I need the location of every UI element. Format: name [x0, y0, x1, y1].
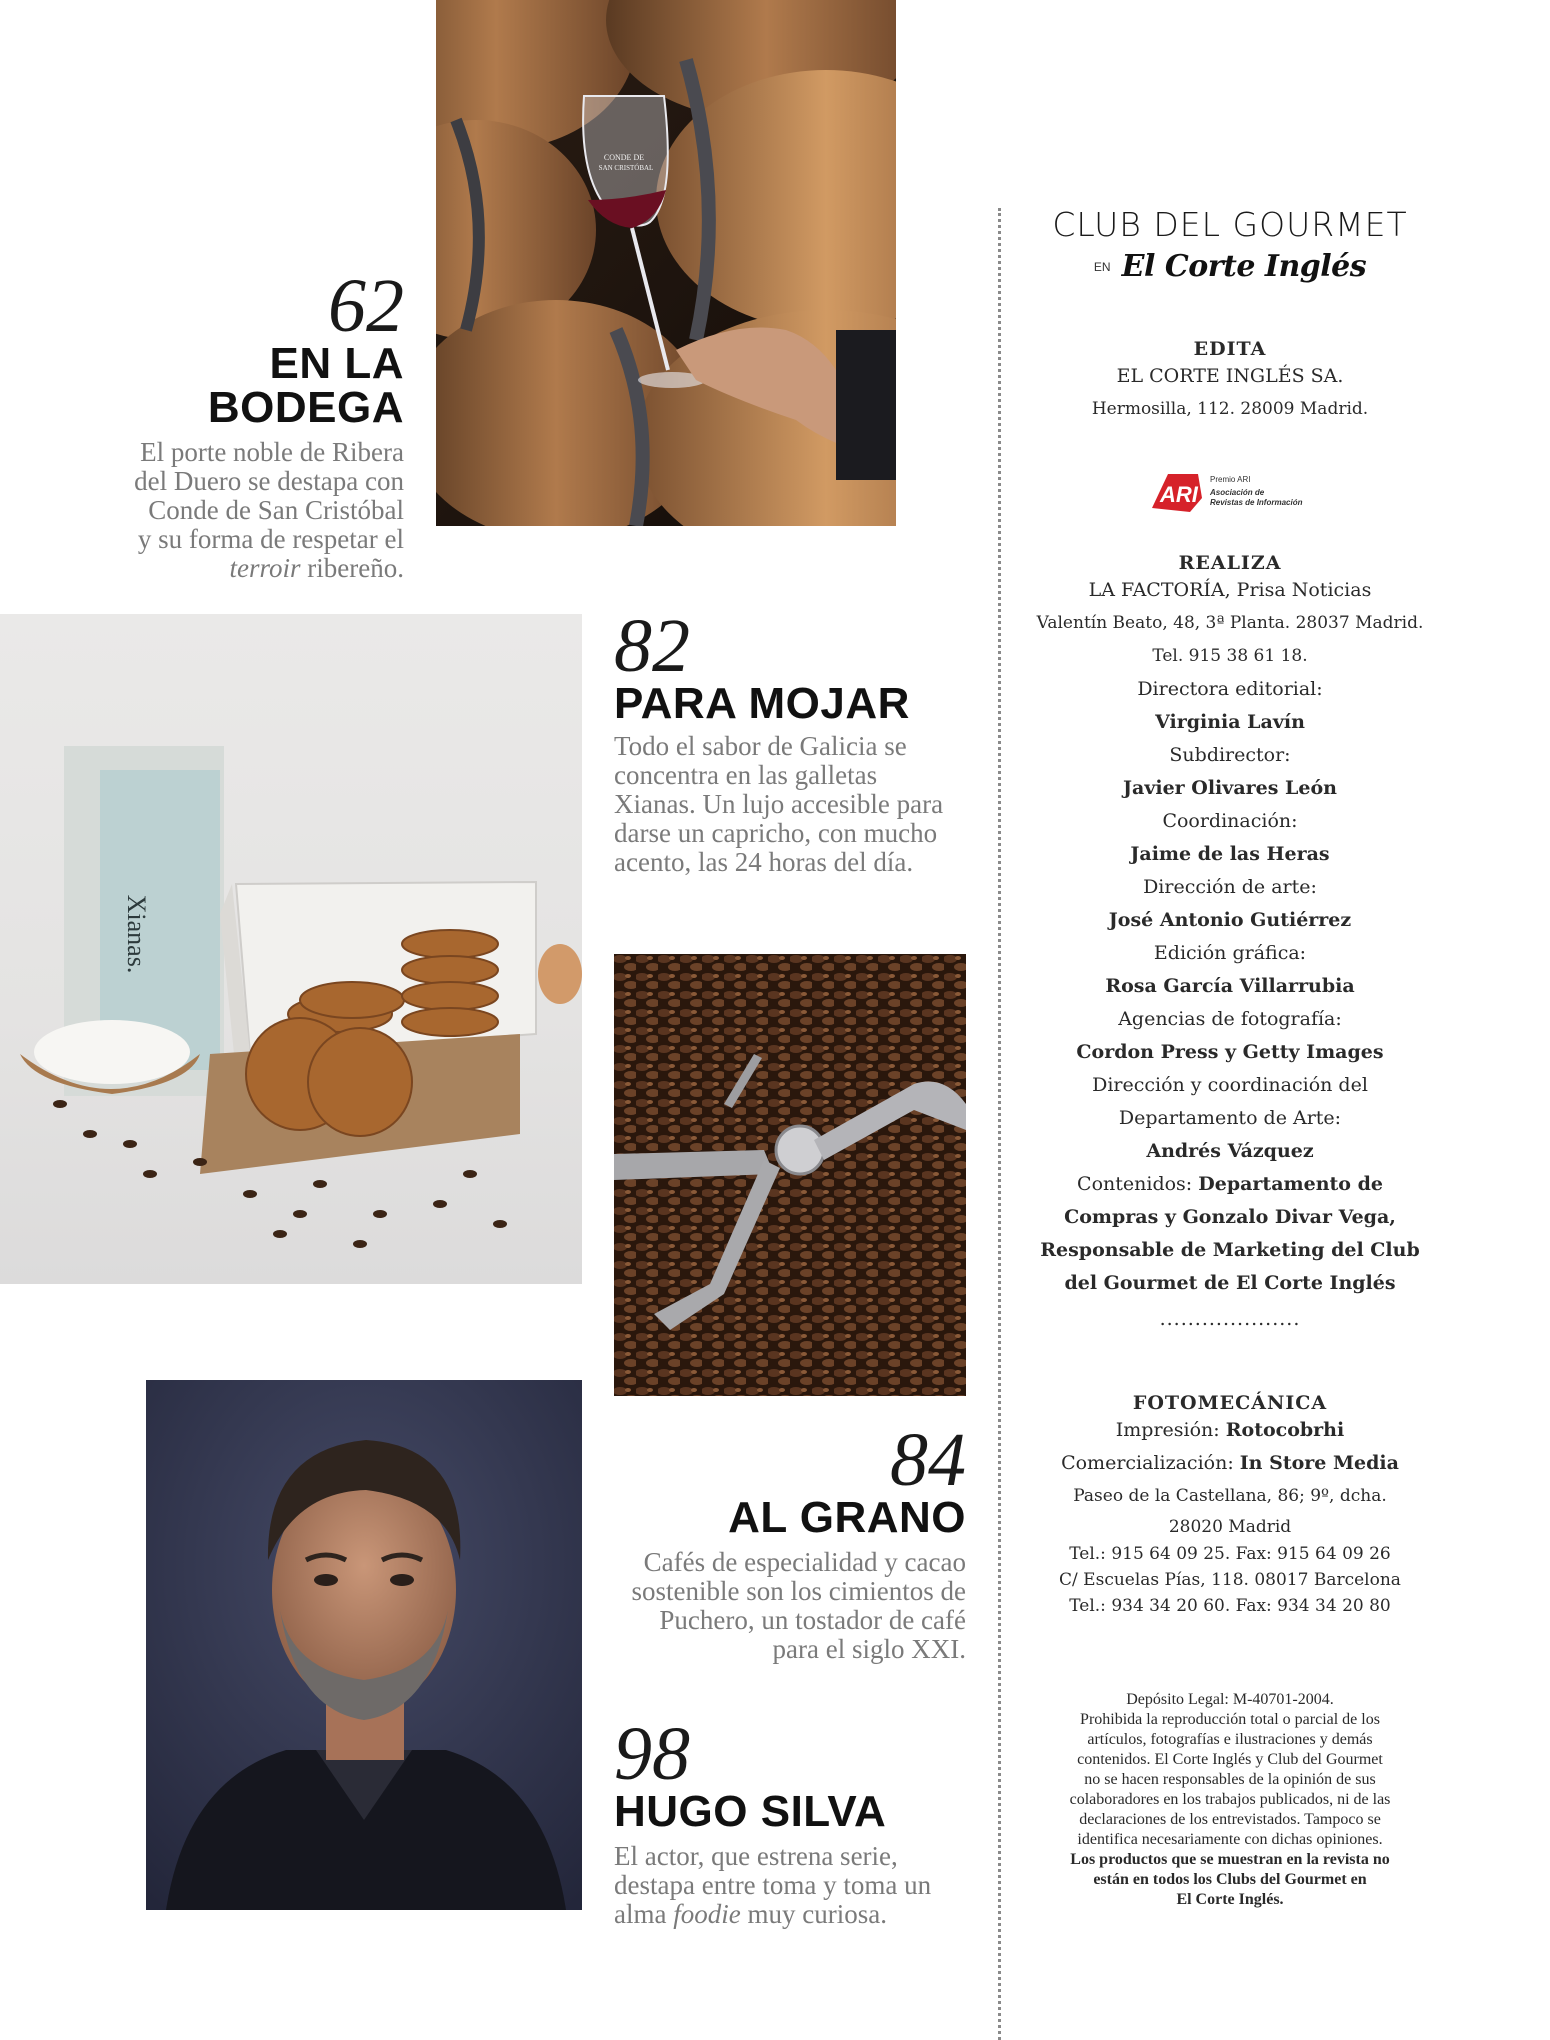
photo-coffee-roaster [614, 954, 966, 1396]
fotomecanica-label: FOTOMECÁNICA [1132, 1392, 1328, 1414]
staff-name: Rosa García Villarrubia [1105, 975, 1355, 997]
photo-hugo-silva-portrait [146, 1380, 582, 1910]
realiza-company: LA FACTORÍA, Prisa Noticias [1088, 579, 1372, 601]
article-title: AL GRANO [728, 1493, 966, 1542]
article-hugo-silva [614, 1712, 994, 1929]
address-line: C/ Escuelas Pías, 118. 08017 Barcelona [1059, 1570, 1401, 1590]
column-divider [998, 208, 1001, 2040]
staff-role: Subdirector: [1169, 744, 1291, 766]
article-en-la-bodega [100, 264, 404, 583]
staff-name: Virginia Lavín [1155, 711, 1305, 733]
contenidos-text: Compras y Gonzalo Divar Vega, [1064, 1206, 1396, 1228]
contenidos-text: del Gourmet de El Corte Inglés [1064, 1272, 1396, 1294]
publisher-name: EL CORTE INGLÉS SA. [1116, 365, 1344, 387]
edita-section [1030, 338, 1430, 426]
logo-en: EN [1093, 259, 1111, 274]
staff-name: Cordon Press y Getty Images [1076, 1041, 1384, 1063]
realiza-tel: Tel. 915 38 61 18. [1152, 646, 1308, 666]
article-title: PARA MOJAR [614, 679, 910, 728]
ari-award-logo [1150, 468, 1310, 516]
article-title: HUGO SILVA [614, 1787, 887, 1836]
ari-name-2: Revistas de Información [1210, 498, 1303, 507]
staff-name: José Antonio Gutiérrez [1108, 909, 1352, 931]
staff-role: Directora editorial: [1137, 678, 1323, 700]
staff-role: Edición gráfica: [1153, 942, 1307, 964]
article-dek: Todo el sabor de Galicia se concentra en las galletas Xianas. Un lujo accesible para darse un capricho, con mucho acento, las 24 horas del día. [614, 731, 944, 877]
staff-role: Dirección de arte: [1143, 876, 1317, 898]
art-dept-role: Dirección y coordinación del [1092, 1074, 1368, 1096]
realiza-label: REALIZA [1178, 552, 1282, 574]
article-dek: El actor, que estrena serie, destapa entre toma y toma un alma foodie muy curiosa. [614, 1841, 932, 1929]
ari-name-1: Asociación de [1210, 488, 1265, 497]
club-del-gourmet-title: CLUB DEL GOURMET [1052, 205, 1408, 244]
comercializacion-credit: Comercialización: In Store Media [1061, 1452, 1399, 1474]
staff-name: Jaime de las Heras [1130, 843, 1330, 865]
staff-role: Coordinación: [1162, 810, 1298, 832]
realiza-address: Valentín Beato, 48, 3ª Planta. 28037 Madrid. [1036, 613, 1424, 633]
box-label: Xianas. [122, 894, 151, 974]
ari-award-text: Premio ARI [1210, 475, 1251, 484]
art-dept-role: Departamento de Arte: [1118, 1107, 1342, 1129]
address-line: Paseo de la Castellana, 86; 9º, dcha. [1073, 1486, 1387, 1506]
el-corte-ingles-logo: El Corte Inglés [1121, 249, 1367, 284]
page-number: 84 [890, 1418, 966, 1502]
wine-glass-text-1: CONDE DE [603, 153, 645, 162]
article-dek: El porte noble de Ribera del Duero se destapa con Conde de San Cristóbal y su forma de respetar el terroir ribereño. [134, 437, 404, 583]
photo-galletas-xianas [0, 614, 582, 1284]
staff-name: Javier Olivares León [1123, 777, 1337, 799]
photo-wine-cellar [436, 0, 896, 526]
impresion-credit: Impresión: Rotocobrhi [1115, 1419, 1345, 1441]
staff-role: Agencias de fotografía: [1118, 1008, 1342, 1030]
address-line: Tel.: 934 34 20 60. Fax: 934 34 20 80 [1069, 1596, 1391, 1616]
edita-label: EDITA [1193, 338, 1267, 360]
page-number: 82 [614, 604, 690, 688]
fotomecanica-section [1030, 1392, 1430, 1619]
page-number: 62 [328, 264, 404, 348]
address-line: Tel.: 915 64 09 25. Fax: 915 64 09 26 [1069, 1544, 1391, 1564]
article-para-mojar [614, 604, 994, 877]
ari-logo-text: ARI [1160, 482, 1198, 507]
contenidos-text: Responsable de Marketing del Club [1040, 1239, 1420, 1261]
article-al-grano [590, 1418, 966, 1664]
page-number: 98 [614, 1712, 690, 1796]
contenidos-credit: Contenidos: Departamento de [1077, 1173, 1383, 1195]
masthead-logo [1030, 205, 1430, 284]
article-title: EN LA BODEGA [207, 339, 404, 432]
realiza-section [1030, 552, 1430, 1330]
legal-notice: Depósito Legal: M-40701-2004. Prohibida la reproducción total o parcial de los artículos, fotografías e ilustraciones y demás contenidos. El Corte Inglés y Club del Gourmet no se hacen responsables de la opinión de sus colaboradores en los trabajos publicados, ni de las declaraciones de los entrevistados. Tampoco se identifica necesariamente con dichas opiniones. Los productos que se muestran en la revista no están en todos los Clubs del Gourmet en El Corte Inglés. [1069, 1691, 1391, 1908]
address-line: 28020 Madrid [1168, 1517, 1292, 1537]
section-divider-dots: .................... [1159, 1308, 1301, 1330]
wine-glass-text-2: SAN CRISTÓBAL [598, 164, 654, 172]
publisher-address: Hermosilla, 112. 28009 Madrid. [1091, 399, 1369, 419]
article-dek: Cafés de especialidad y cacao sostenible son los cimientos de Puchero, un tostador de café para el siglo XXI. [631, 1547, 966, 1664]
art-dept-name: Andrés Vázquez [1146, 1140, 1314, 1162]
